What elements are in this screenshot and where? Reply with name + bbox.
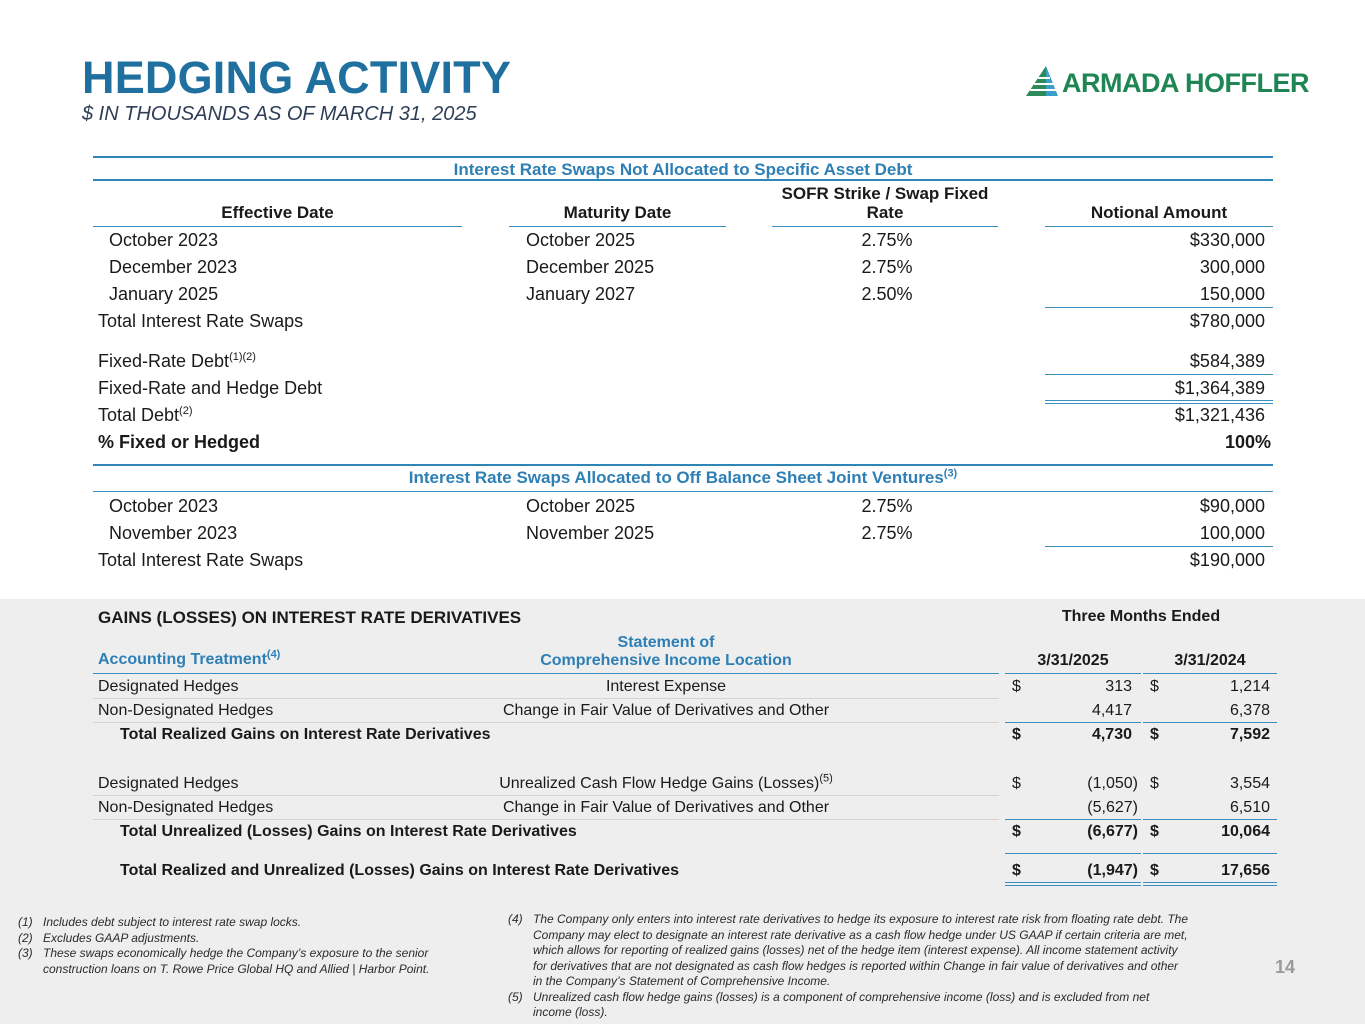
page-subtitle: $ IN THOUSANDS AS OF MARCH 31, 2025 bbox=[82, 103, 477, 125]
row-divider bbox=[93, 795, 999, 796]
treatment-label: Designated Hedges bbox=[98, 678, 239, 695]
jv-section-title: Interest Rate Swaps Allocated to Off Balance Sheet Joint Ventures$^{(3)}$ bbox=[408, 467, 958, 487]
row-divider bbox=[93, 698, 999, 699]
divider bbox=[1143, 819, 1277, 820]
currency-symbol: $ bbox=[1150, 823, 1159, 840]
swap-maturity-date: October 2025 bbox=[526, 230, 636, 250]
realized-total-label: Total Realized Gains on Interest Rate Derivatives bbox=[120, 726, 491, 743]
jv-total-value: $190,000 bbox=[1189, 550, 1265, 570]
footnote-continued: construction loans on T. Rowe Price Global HQ and Allied | Harbor Point. bbox=[43, 961, 430, 976]
divider bbox=[1005, 722, 1141, 723]
logo-text: ARMADA HOFFLER bbox=[1062, 68, 1309, 98]
fixed-rate-debt-label: Fixed-Rate Debt$^{(1)(2)}$ bbox=[98, 351, 256, 371]
divider bbox=[93, 673, 999, 674]
footnotes-left bbox=[18, 915, 478, 977]
footnote-ref: (3) bbox=[943, 467, 958, 480]
swap-maturity-date: December 2025 bbox=[526, 257, 655, 277]
total-swaps-value: $780,000 bbox=[1189, 311, 1265, 331]
swap-effective-date: January 2025 bbox=[109, 284, 219, 304]
location-label: Unrealized Cash Flow Hedge Gains (Losses)$^{(5)}$ bbox=[499, 772, 833, 792]
divider bbox=[1143, 673, 1277, 674]
value-2024: 3,554 bbox=[1229, 775, 1270, 792]
col-period-2025: 3/31/2025 bbox=[1037, 652, 1109, 669]
row-divider bbox=[93, 722, 999, 723]
divider bbox=[1045, 546, 1273, 547]
gains-title: GAINS (LOSSES) ON INTEREST RATE DERIVATIVES bbox=[98, 608, 522, 627]
footnotes-right bbox=[508, 912, 1258, 1021]
divider bbox=[1005, 882, 1141, 886]
unrealized-total-2025: (6,677) bbox=[1087, 823, 1138, 840]
footnote: (1) Includes debt subject to interest rate swap locks. bbox=[18, 915, 302, 929]
footnote-ref: (5) bbox=[819, 772, 833, 785]
footnote-ref: (1)(2) bbox=[229, 351, 256, 363]
footnote-continued: income (loss). bbox=[533, 1005, 608, 1019]
currency-symbol: $ bbox=[1150, 678, 1159, 695]
footnote-continued: Company may elect to designate an interest rate derivative as a cash flow hedge under US GAAP if certain criteria are met, bbox=[533, 927, 1188, 942]
footnote-ref: (2) bbox=[179, 405, 193, 417]
total-debt-value: $1,321,436 bbox=[1174, 405, 1265, 425]
value-2024: 6,510 bbox=[1229, 799, 1270, 816]
jv-rate: 2.75% bbox=[861, 523, 913, 543]
swap-notional: 300,000 bbox=[1199, 257, 1265, 277]
footnote-ref: (4) bbox=[266, 648, 281, 661]
swap-rate: 2.50% bbox=[861, 284, 913, 304]
footnote-continued: in the Company’s Statement of Comprehensive Income. bbox=[533, 974, 831, 988]
location-label: Change in Fair Value of Derivatives and Other bbox=[502, 702, 830, 719]
location-label: Interest Expense bbox=[605, 678, 727, 695]
divider bbox=[1005, 853, 1141, 854]
pct-fixed-label: % Fixed or Hedged bbox=[98, 432, 261, 452]
divider bbox=[1045, 374, 1273, 375]
swap-notional: 150,000 bbox=[1199, 284, 1265, 304]
currency-symbol: $ bbox=[1012, 862, 1021, 879]
footnote: (2) Excludes GAAP adjustments. bbox=[18, 930, 200, 945]
swap-maturity-date: January 2027 bbox=[526, 284, 636, 304]
treatment-label: Non-Designated Hedges bbox=[98, 799, 274, 816]
realized-total-2025: 4,730 bbox=[1091, 726, 1132, 743]
footnote: (3) These swaps economically hedge the Company’s exposure to the senior bbox=[18, 946, 429, 960]
grand-total-label: Total Realized and Unrealized (Losses) Gains on Interest Rate Derivatives bbox=[120, 862, 679, 879]
col-swap-rate: SOFR Strike / Swap Fixed Rate bbox=[781, 184, 989, 222]
value-2025: 313 bbox=[1105, 678, 1132, 695]
fixed-hedge-debt-value: $1,364,389 bbox=[1174, 378, 1265, 398]
currency-symbol: $ bbox=[1012, 678, 1021, 695]
divider bbox=[509, 226, 726, 227]
col-effective-date: Effective Date bbox=[221, 203, 334, 222]
value-2024: 6,378 bbox=[1229, 702, 1270, 719]
total-swaps-label: Total Interest Rate Swaps bbox=[98, 311, 304, 331]
jv-rate: 2.75% bbox=[861, 496, 913, 516]
value-2025: (5,627) bbox=[1087, 799, 1138, 816]
value-2024: 1,214 bbox=[1229, 678, 1270, 695]
divider bbox=[93, 226, 462, 227]
footnote-continued: which allows for reporting of realized gains (losses) net of the hedge item (interest expense). All income statement activity bbox=[533, 943, 1178, 957]
currency-symbol: $ bbox=[1150, 726, 1159, 743]
unrealized-total-label: Total Unrealized (Losses) Gains on Interest Rate Derivatives bbox=[120, 823, 577, 840]
divider bbox=[93, 156, 1273, 158]
page-title: HEDGING ACTIVITY bbox=[82, 52, 512, 103]
fixed-rate-debt-value: $584,389 bbox=[1189, 351, 1265, 371]
swaps-section-title: Interest Rate Swaps Not Allocated to Specific Asset Debt bbox=[453, 160, 913, 179]
jv-maturity-date: November 2025 bbox=[526, 523, 655, 543]
realized-total-2024: 7,592 bbox=[1229, 726, 1270, 743]
swap-effective-date: October 2023 bbox=[109, 230, 219, 250]
grand-total-2025: (1,947) bbox=[1087, 862, 1138, 879]
currency-symbol: $ bbox=[1150, 862, 1159, 879]
footnote-continued: for derivatives that are not designated as cash flow hedges is reported within Change in fair value of derivatives and other bbox=[533, 958, 1179, 973]
currency-symbol: $ bbox=[1012, 823, 1021, 840]
jv-total-label: Total Interest Rate Swaps bbox=[98, 550, 304, 570]
divider bbox=[1143, 882, 1277, 886]
currency-symbol: $ bbox=[1150, 775, 1159, 792]
company-logo bbox=[1022, 62, 1309, 102]
unrealized-total-2024: 10,064 bbox=[1221, 823, 1270, 840]
col-maturity-date: Maturity Date bbox=[563, 203, 672, 222]
swap-effective-date: December 2023 bbox=[109, 257, 238, 277]
jv-effective-date: October 2023 bbox=[109, 496, 219, 516]
divider bbox=[93, 491, 1273, 492]
currency-symbol: $ bbox=[1012, 726, 1021, 743]
col-statement-location: Statement of Comprehensive Income Location bbox=[540, 634, 792, 669]
value-2025: 4,417 bbox=[1091, 702, 1132, 719]
row-divider bbox=[93, 819, 999, 820]
jv-maturity-date: October 2025 bbox=[526, 496, 636, 516]
divider bbox=[1143, 722, 1277, 723]
swap-rate: 2.75% bbox=[861, 230, 913, 250]
currency-symbol: $ bbox=[1012, 775, 1021, 792]
period-header: Three Months Ended bbox=[1061, 608, 1221, 625]
logo-mark-icon bbox=[1024, 64, 1060, 98]
divider bbox=[1143, 853, 1277, 854]
divider bbox=[1045, 307, 1273, 308]
pct-fixed-value: 100% bbox=[1224, 432, 1271, 452]
treatment-label: Designated Hedges bbox=[98, 775, 239, 792]
divider bbox=[772, 226, 998, 227]
col-notional-amount: Notional Amount bbox=[1090, 203, 1228, 222]
grand-total-2024: 17,656 bbox=[1221, 862, 1270, 879]
jv-notional: 100,000 bbox=[1199, 523, 1265, 543]
swap-notional: $330,000 bbox=[1189, 230, 1265, 250]
footnote: (5) Unrealized cash flow hedge gains (losses) is a component of comprehensive income (loss) and is excluded from net bbox=[508, 989, 1150, 1004]
col-period-2024: 3/31/2024 bbox=[1174, 652, 1246, 669]
page-number: 14 bbox=[1275, 957, 1296, 977]
divider bbox=[1005, 673, 1141, 674]
divider bbox=[1045, 226, 1273, 227]
location-label: Change in Fair Value of Derivatives and Other bbox=[502, 799, 830, 816]
total-debt-label: Total Debt$^{(2)}$ bbox=[98, 405, 193, 425]
divider bbox=[93, 179, 1273, 181]
treatment-label: Non-Designated Hedges bbox=[98, 702, 274, 719]
swap-rate: 2.75% bbox=[861, 257, 913, 277]
fixed-hedge-debt-label: Fixed-Rate and Hedge Debt bbox=[98, 378, 323, 398]
divider bbox=[1005, 819, 1141, 820]
footnote: (4) The Company only enters into interest rate derivatives to hedge its exposure to interest rate risk from floating rate debt. The bbox=[508, 912, 1188, 926]
jv-effective-date: November 2023 bbox=[109, 523, 238, 543]
jv-notional: $90,000 bbox=[1199, 496, 1265, 516]
divider bbox=[93, 464, 1273, 466]
col-accounting-treatment: Accounting Treatment$^{(4)}$ bbox=[98, 648, 281, 668]
value-2025: (1,050) bbox=[1087, 775, 1138, 792]
